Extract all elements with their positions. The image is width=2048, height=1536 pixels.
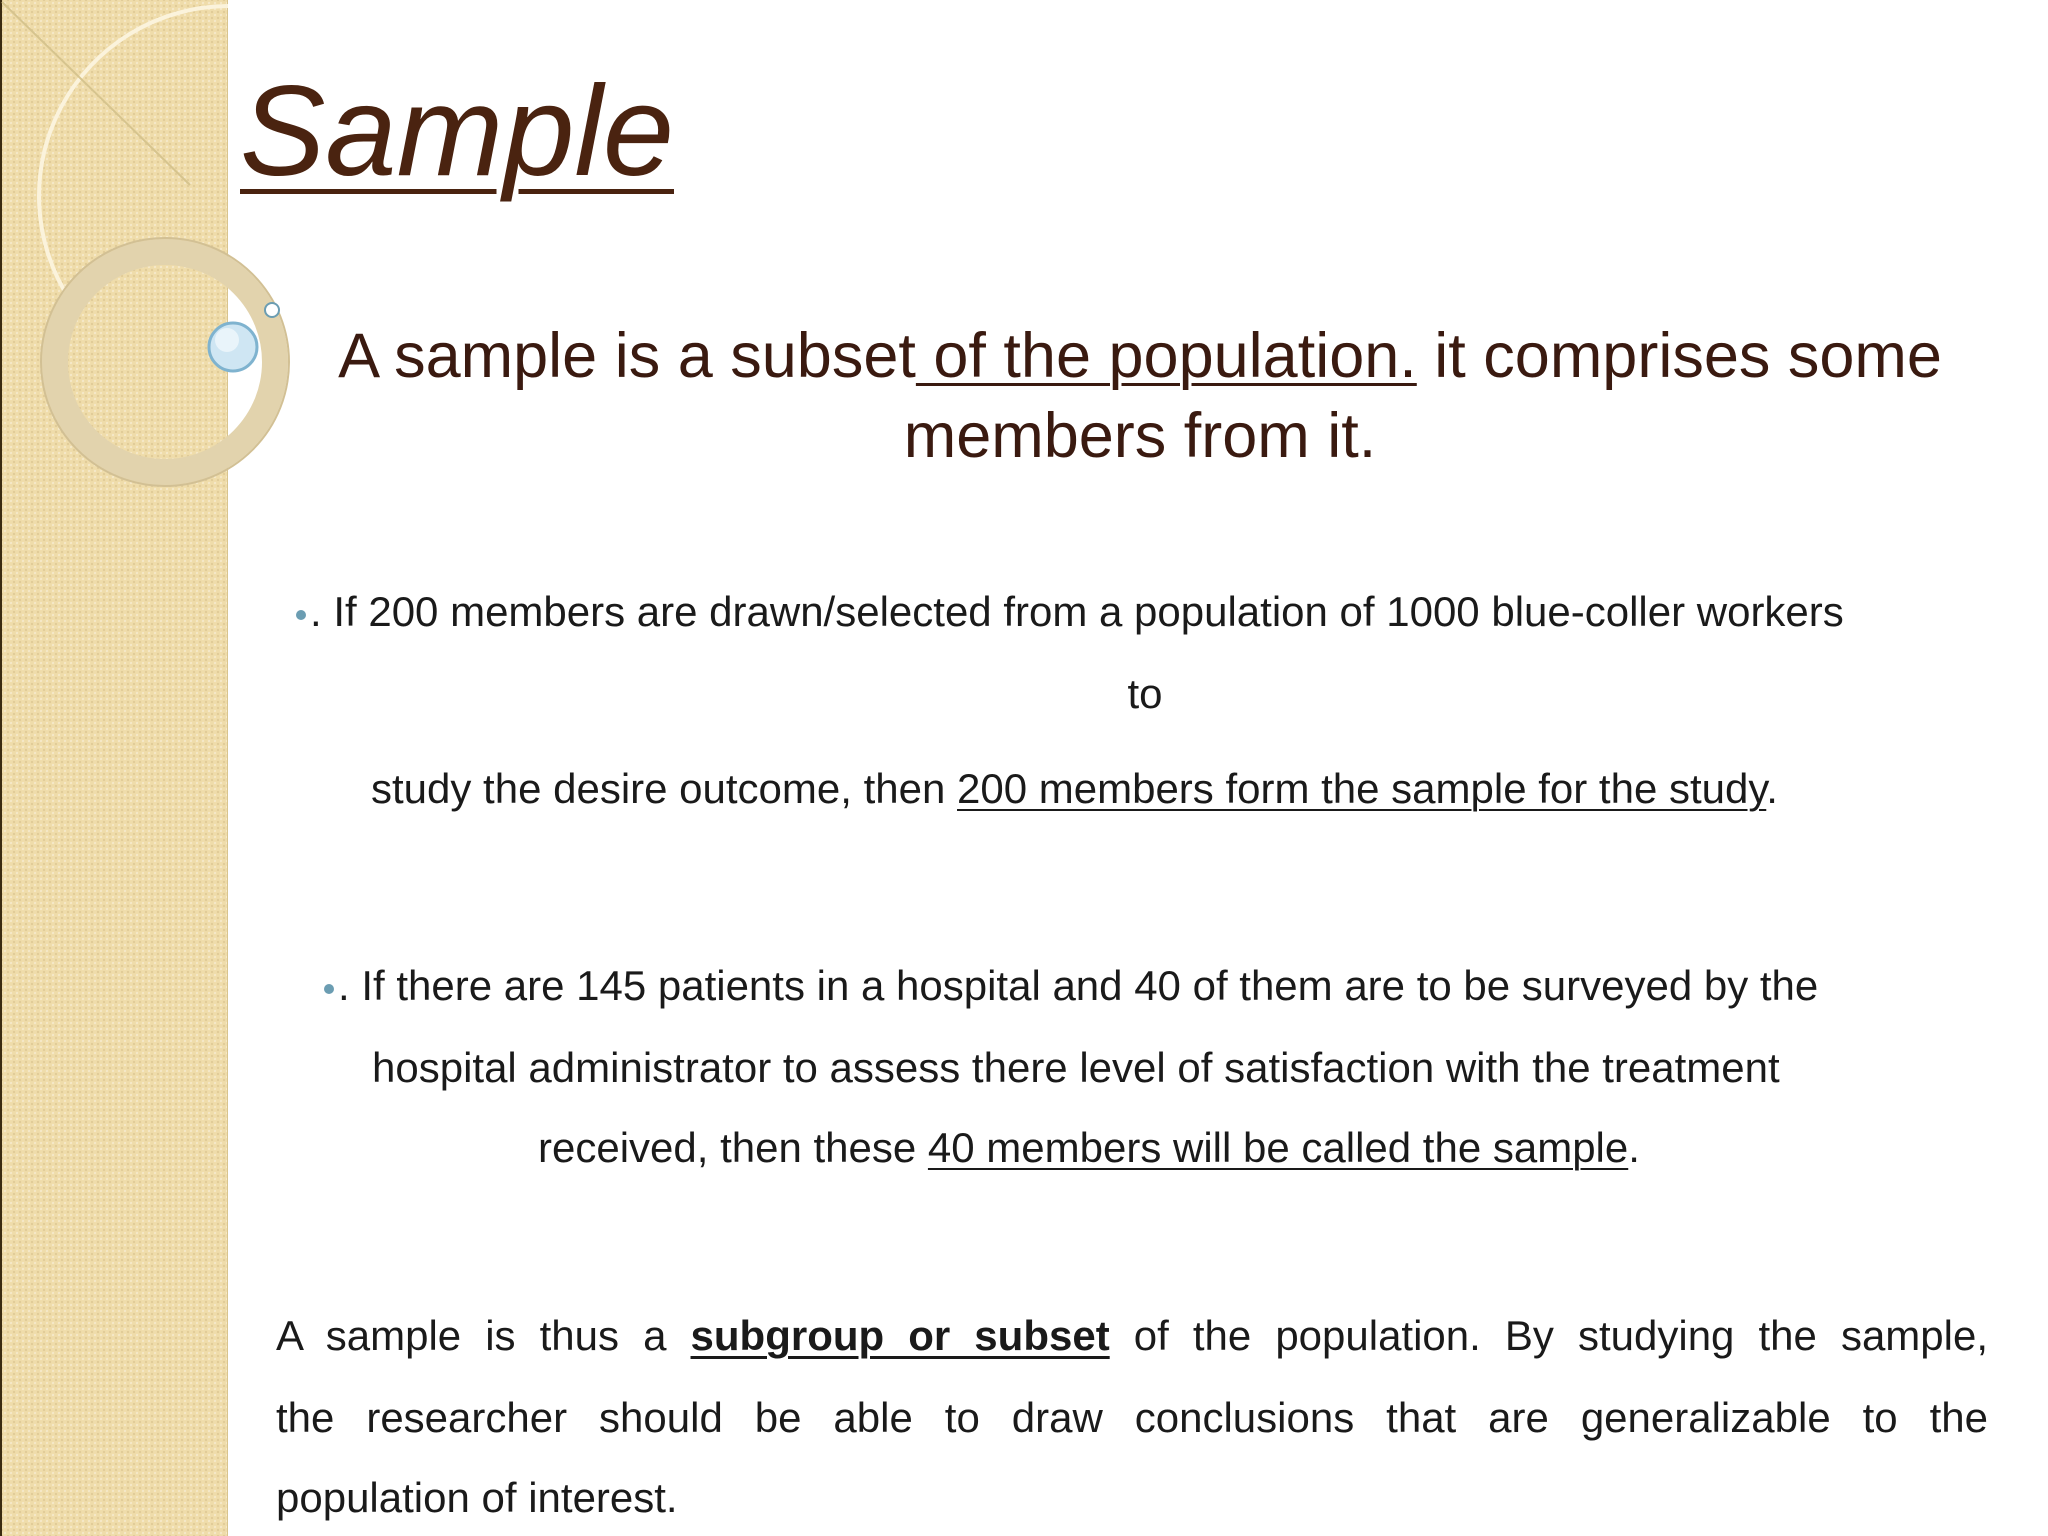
bullet-dot xyxy=(324,984,334,994)
example2-line3-start: received, then these xyxy=(538,1124,928,1171)
conclusion-line1-start: A sample is thus a xyxy=(276,1312,691,1359)
example2-line3-end: . xyxy=(1628,1124,1640,1171)
example1-line1-text: . If 200 members are drawn/selected from a population of 1000 blue-coller workers xyxy=(310,588,1844,635)
bullet-dot xyxy=(296,610,306,620)
definition-text xyxy=(290,316,1990,476)
conclusion-bold-term: subgroup or subset xyxy=(690,1312,1110,1359)
deco-line xyxy=(2,2,190,185)
conclusion-line1 xyxy=(276,1312,1988,1360)
definition-part3: it comprises some members from it. xyxy=(903,321,1942,471)
example1-line2: to xyxy=(1127,670,1163,717)
conclusion-line2: the researcher should be able to draw conclusions that are generalizable to the xyxy=(276,1394,1988,1441)
deco-bubble-highlight xyxy=(215,328,239,352)
definition-underlined: of the population. xyxy=(915,321,1417,391)
example2-line1-text: . If there are 145 patients in a hospital and 40 of them are to be surveyed by the xyxy=(338,962,1819,1009)
definition-part1: A sample is a subset xyxy=(338,321,916,391)
example2-line2: hospital administrator to assess there level of satisfaction with the treatment xyxy=(372,1044,1780,1091)
example1-line3 xyxy=(371,765,1778,813)
example1-line3-end: . xyxy=(1766,765,1778,812)
example1-line3-start: study the desire outcome, then xyxy=(371,765,958,812)
example1-line3-underlined: 200 members form the sample for the study xyxy=(957,765,1767,812)
slide-title: Sample xyxy=(240,60,674,203)
conclusion-line1-end: of the population. By studying the sample, xyxy=(1109,1312,1988,1359)
deco-bubble-small xyxy=(265,303,279,317)
example1-line1 xyxy=(296,588,1844,636)
example2-line3 xyxy=(538,1124,1640,1172)
example2-line1 xyxy=(324,962,1818,1010)
conclusion-line3: population of interest. xyxy=(276,1474,678,1521)
example2-line3-underlined: 40 members will be called the sample xyxy=(927,1124,1629,1171)
